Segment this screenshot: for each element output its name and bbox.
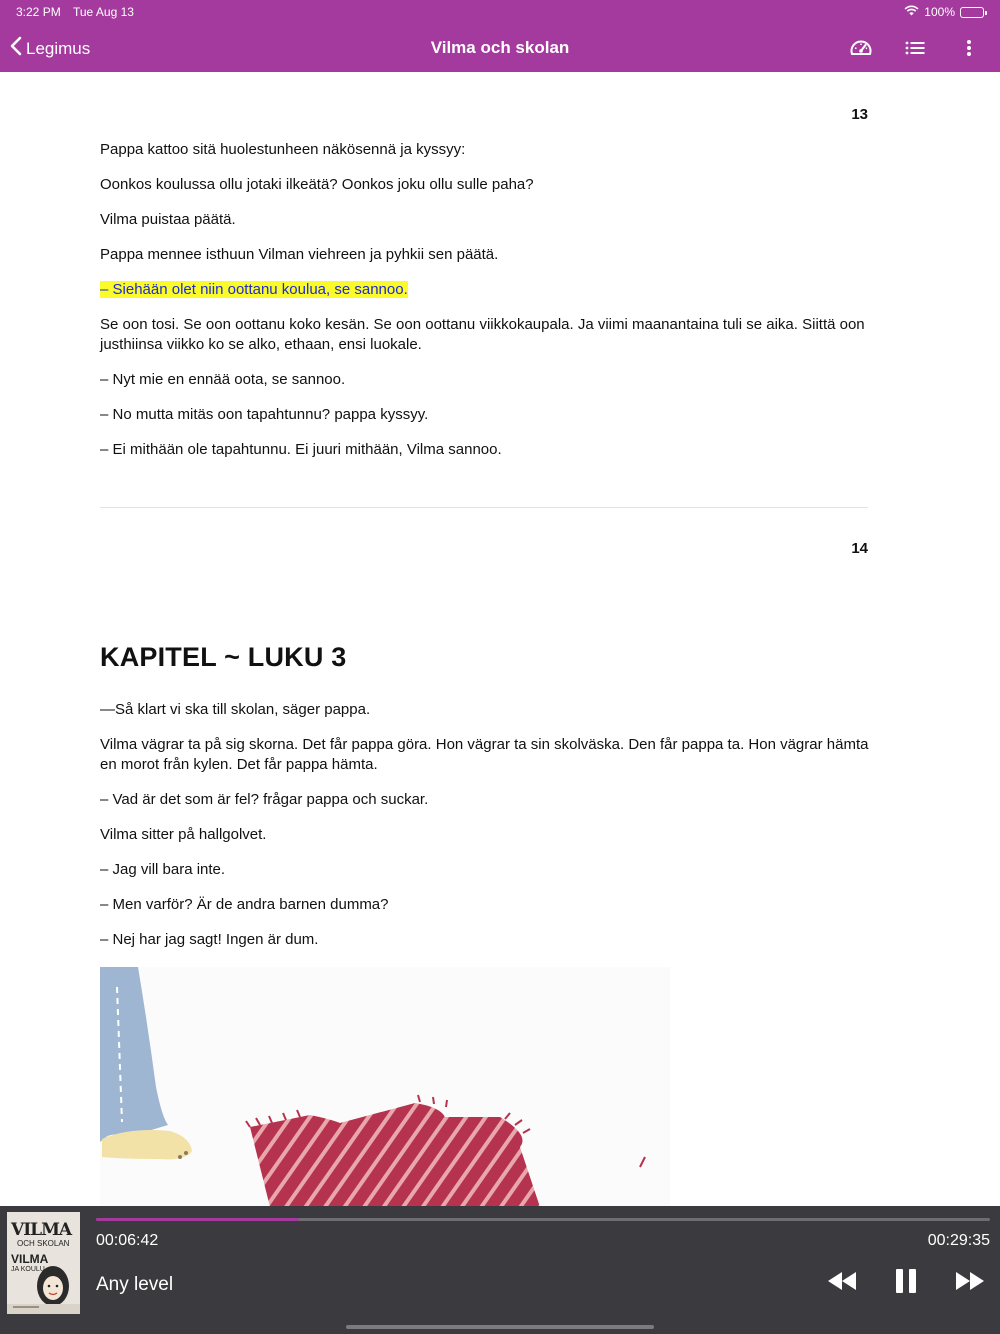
audio-player (0, 1206, 1000, 1334)
paragraph: Vilma sitter på hallgolvet. (100, 826, 267, 843)
progress-fill (96, 1218, 299, 1221)
pause-icon[interactable] (894, 1268, 918, 1294)
status-date: Tue Aug 13 (73, 5, 134, 19)
paragraph: Oonkos koulussa ollu jotaki ilkeätä? Oonkos joku ollu sulle paha? (100, 176, 534, 193)
page-divider (100, 507, 868, 508)
paragraph: – Jag vill bara inte. (100, 861, 226, 878)
paragraph: – Men varför? Är de andra barnen dumma? (100, 896, 389, 913)
battery-icon (960, 7, 984, 18)
paragraph: Pappa mennee isthuun Vilman viehreen ja pyhkii sen päätä. (100, 246, 499, 263)
status-right (904, 5, 984, 19)
cover-subtitle: OCH SKOLAN (17, 1239, 70, 1248)
chevron-left-icon (10, 36, 22, 61)
status-time: 3:22 PM (16, 5, 61, 19)
speedometer-icon[interactable] (848, 36, 874, 60)
page-number: 14 (851, 540, 868, 557)
paragraph: Vilma puistaa päätä. (100, 211, 236, 228)
paragraph: Vilma vägrar ta på sig skorna. Det får pappa göra. Hon vägrar ta sin skolväska. Den får pappa ta. Hon vägrar hämta en morot från kylen. Det får pappa hämta. (100, 736, 869, 773)
paragraph: – No mutta mitäs oon tapahtunnu? pappa kyssyy. (100, 406, 429, 423)
playback-controls (826, 1268, 986, 1294)
current-time: 00:06:42 (96, 1232, 159, 1249)
app-header (0, 0, 1000, 72)
playback-progress-bar[interactable] (96, 1218, 990, 1221)
more-vertical-icon[interactable] (956, 36, 982, 60)
status-bar (0, 5, 1000, 21)
paragraph: —Så klart vi ska till skolan, säger pappa. (100, 701, 371, 718)
home-indicator (346, 1325, 654, 1329)
chapter-heading: KAPITEL ~ LUKU 3 (100, 642, 347, 672)
back-button[interactable] (10, 36, 90, 61)
page-number: 13 (851, 106, 868, 123)
highlighted-sentence: – Siehään olet niin oottanu koulua, se sannoo. (100, 281, 408, 298)
paragraph: – Vad är det som är fel? frågar pappa och suckar. (100, 791, 429, 808)
paragraph: Pappa kattoo sitä huolestunheen näkösennä ja kyssyy: (100, 141, 466, 158)
book-title: Vilma och skolan (430, 38, 570, 57)
nav-bar (0, 28, 1000, 68)
paragraph: Se oon tosi. Se oon oottanu koko kesän. Se oon oottanu viikkokaupala. Ja viimi maanantaina tuli se aika. Siittä oon justhiinsa viikko ko se alko, ethaan, ensi luokale. (100, 316, 865, 353)
back-label: Legimus (26, 38, 91, 58)
paragraph: – Nej har jag sagt! Ingen är dum. (100, 931, 319, 948)
wifi-icon (904, 5, 919, 19)
book-illustration (100, 967, 670, 1206)
rewind-icon[interactable] (826, 1270, 858, 1292)
battery-percent: 100% (924, 5, 955, 19)
book-cover[interactable] (7, 1212, 80, 1314)
nav-actions (848, 36, 982, 60)
reader-content[interactable] (0, 72, 1000, 1206)
level-selector[interactable]: Any level (96, 1274, 174, 1295)
cover-title-fi: VILMA (11, 1252, 49, 1266)
total-time: 00:29:35 (927, 1232, 990, 1249)
paragraph: – Nyt mie en ennää oota, se sannoo. (100, 371, 346, 388)
fast-forward-icon[interactable] (954, 1270, 986, 1292)
highlighted-paragraph (100, 280, 900, 300)
paragraph: – Ei mithään ole tapahtunnu. Ei juuri mithään, Vilma sannoo. (100, 441, 502, 458)
cover-subtitle-fi: JA KOULU (11, 1266, 45, 1273)
cover-title: VILMA (11, 1220, 72, 1240)
list-icon[interactable] (902, 36, 928, 60)
